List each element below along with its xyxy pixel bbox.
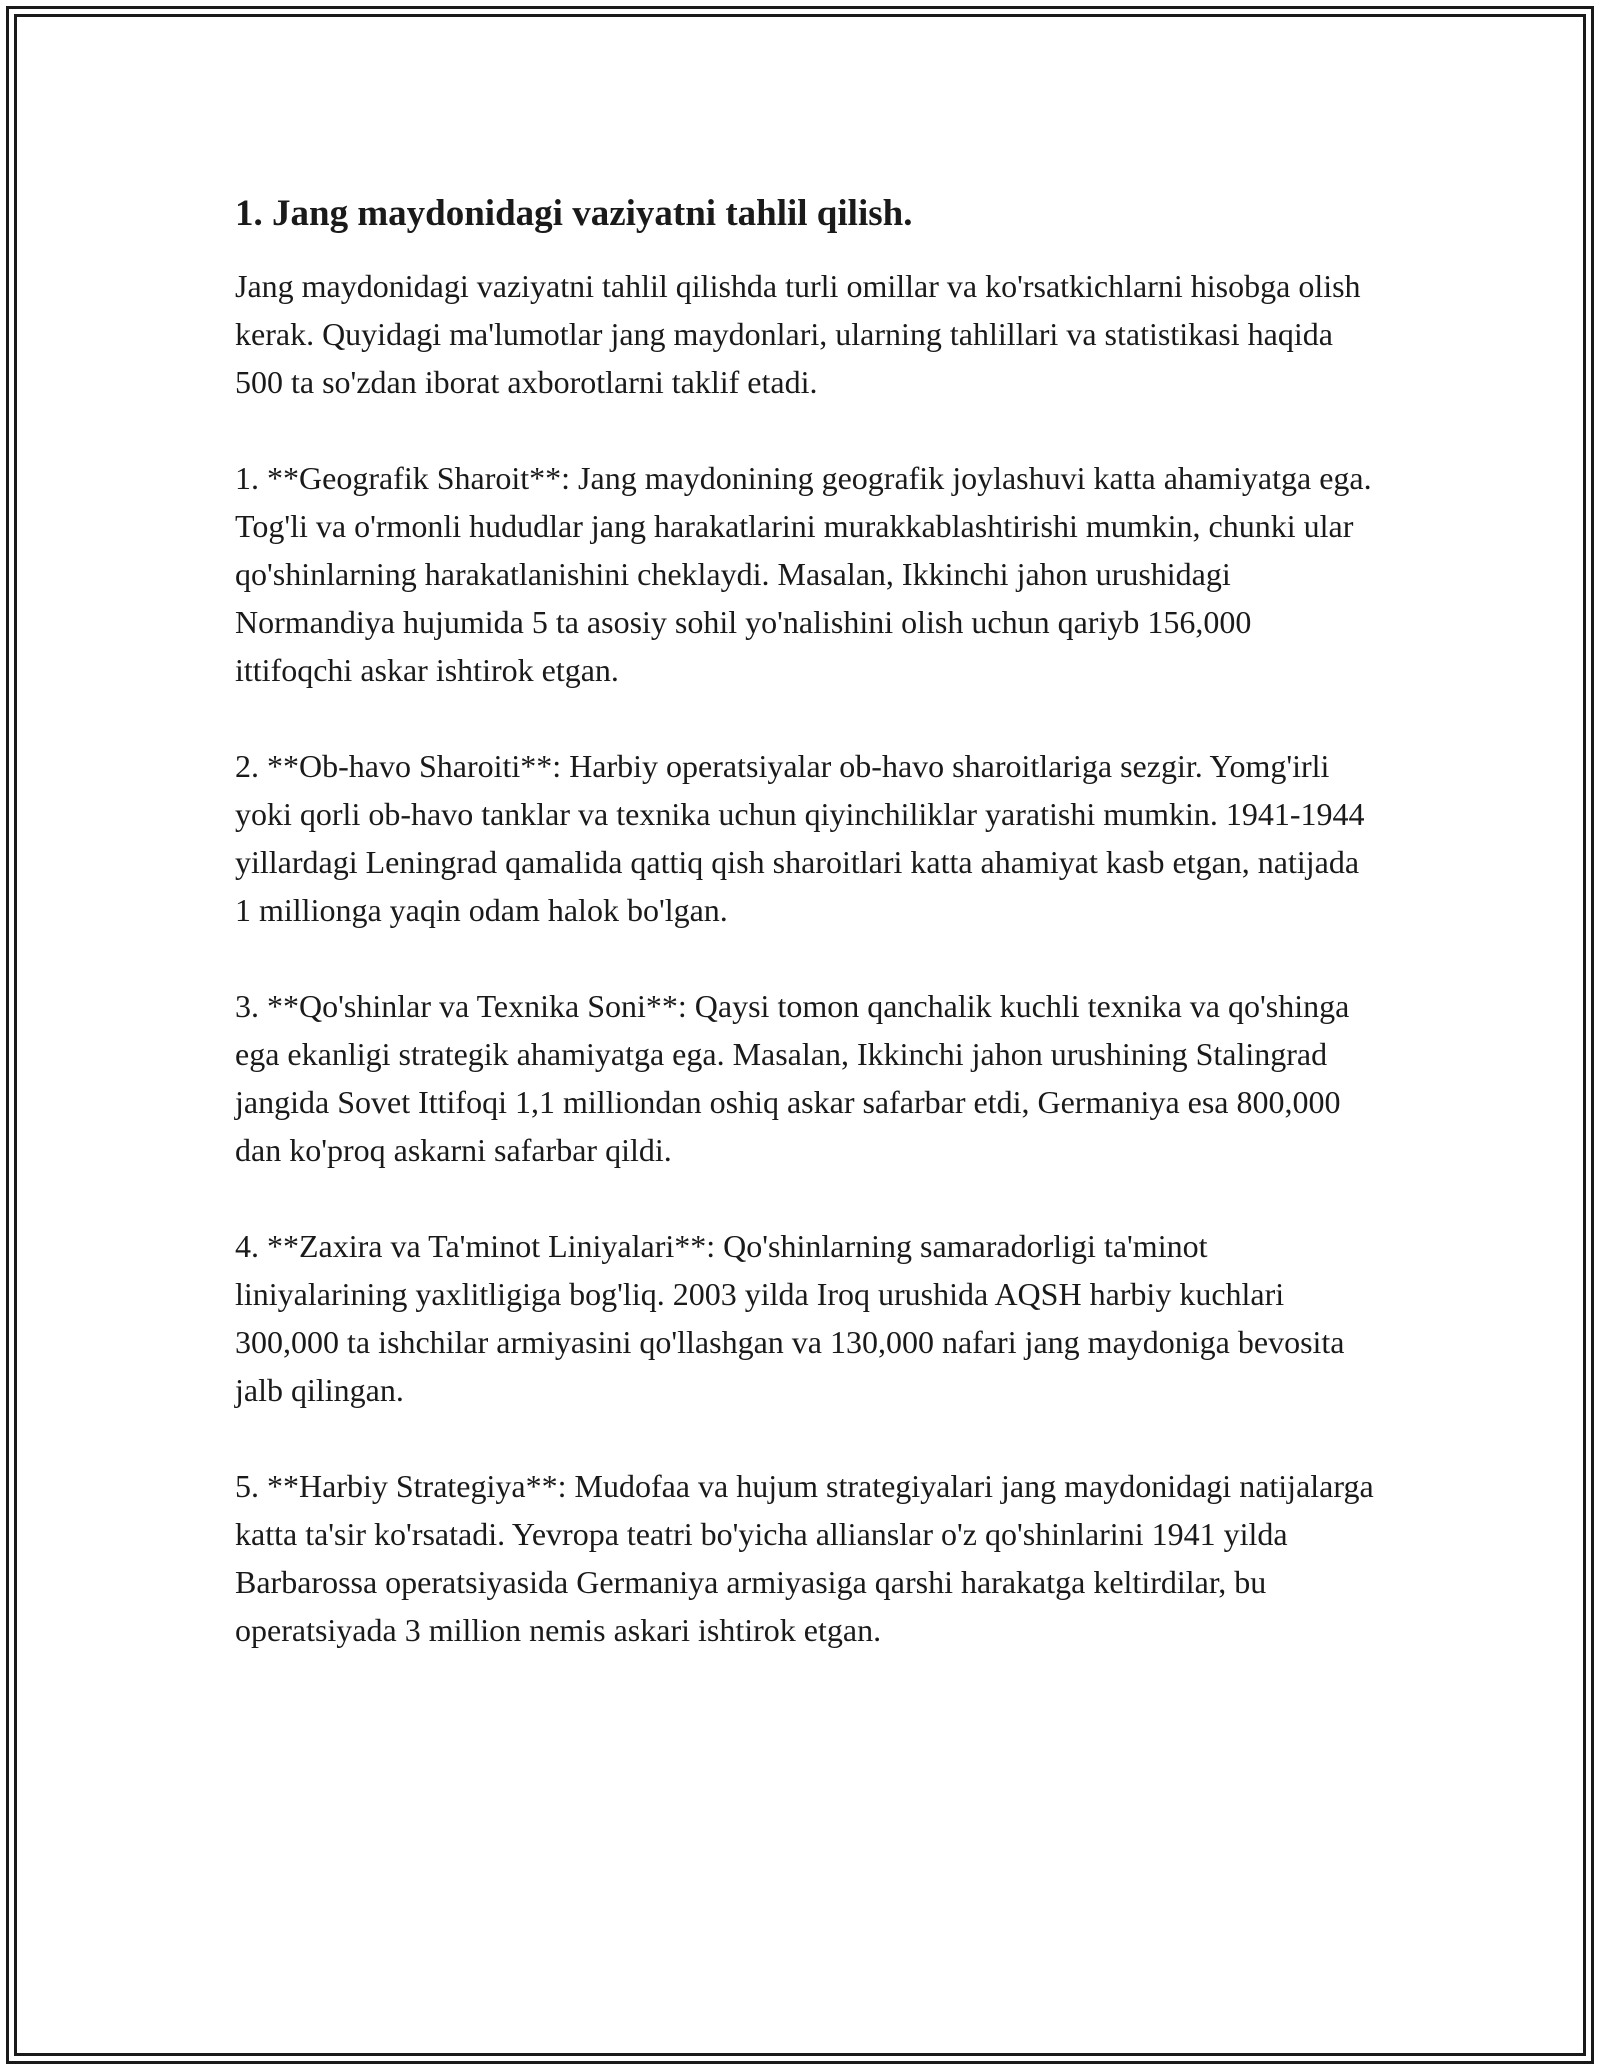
paragraph-zaxira-taminot: 4. **Zaxira va Ta'minot Liniyalari**: Qo'shinlarning samaradorligi ta'minot liniyalarining yaxlitligiga bog'liq. 2003 yilda Iroq urushida AQSH harbiy kuchlari 300,000 ta ishchilar armiyasini qo'llashgan va 130,000 nafari jang maydoniga bevosita jalb qilingan. bbox=[235, 1228, 1345, 1408]
document-body bbox=[235, 190, 1375, 1702]
paragraph-geografik-sharoit: 1. **Geografik Sharoit**: Jang maydonining geografik joylashuvi katta ahamiyatga ega. Tog'li va o'rmonli hududlar jang harakatlarini murakkablashtirishi mumkin, chunki ular qo'shinlarning harakatlanishini cheklaydi. Masalan, Ikkinchi jahon urushidagi Normandiya hujumida 5 ta asosiy sohil yo'nalishini olish uchun qariyb 156,000 ittifoqchi askar ishtirok etgan. bbox=[235, 460, 1372, 688]
paragraph-qoshinlar-texnika: 3. **Qo'shinlar va Texnika Soni**: Qaysi tomon qanchalik kuchli texnika va qo'shinga ega ekanligi strategik ahamiyatga ega. Masalan, Ikkinchi jahon urushining Stalingrad jangida Sovet Ittifoqi 1,1 milliondan oshiq askar safarbar etdi, Germaniya esa 800,000 dan ko'proq askarni safarbar qildi. bbox=[235, 988, 1350, 1168]
intro-paragraph: Jang maydonidagi vaziyatni tahlil qilishda turli omillar va ko'rsatkichlarni hisobga olish kerak. Quyidagi ma'lumotlar jang maydonlari, ularning tahlillari va statistikasi haqida 500 ta so'zdan iborat axborotlarni taklif etadi. bbox=[235, 268, 1361, 400]
section-heading: 1. Jang maydonidagi vaziyatni tahlil qilish. bbox=[235, 193, 913, 234]
paragraph-harbiy-strategiya: 5. **Harbiy Strategiya**: Mudofaa va hujum strategiyalari jang maydonidagi natijalarga katta ta'sir ko'rsatadi. Yevropa teatri bo'yicha allianslar o'z qo'shinlarini 1941 yilda Barbarossa operatsiyasida Germaniya armiyasiga qarshi harakatga keltirdilar, bu operatsiyada 3 million nemis askari ishtirok etgan. bbox=[235, 1468, 1374, 1648]
paragraph-ob-havo-sharoiti: 2. **Ob-havo Sharoiti**: Harbiy operatsiyalar ob-havo sharoitlariga sezgir. Yomg'irli yoki qorli ob-havo tanklar va texnika uchun qiyinchiliklar yaratishi mumkin. 1941-1944 yillardagi Leningrad qamalida qattiq qish sharoitlari katta ahamiyat kasb etgan, natijada 1 millionga yaqin odam halok bo'lgan. bbox=[235, 748, 1365, 928]
